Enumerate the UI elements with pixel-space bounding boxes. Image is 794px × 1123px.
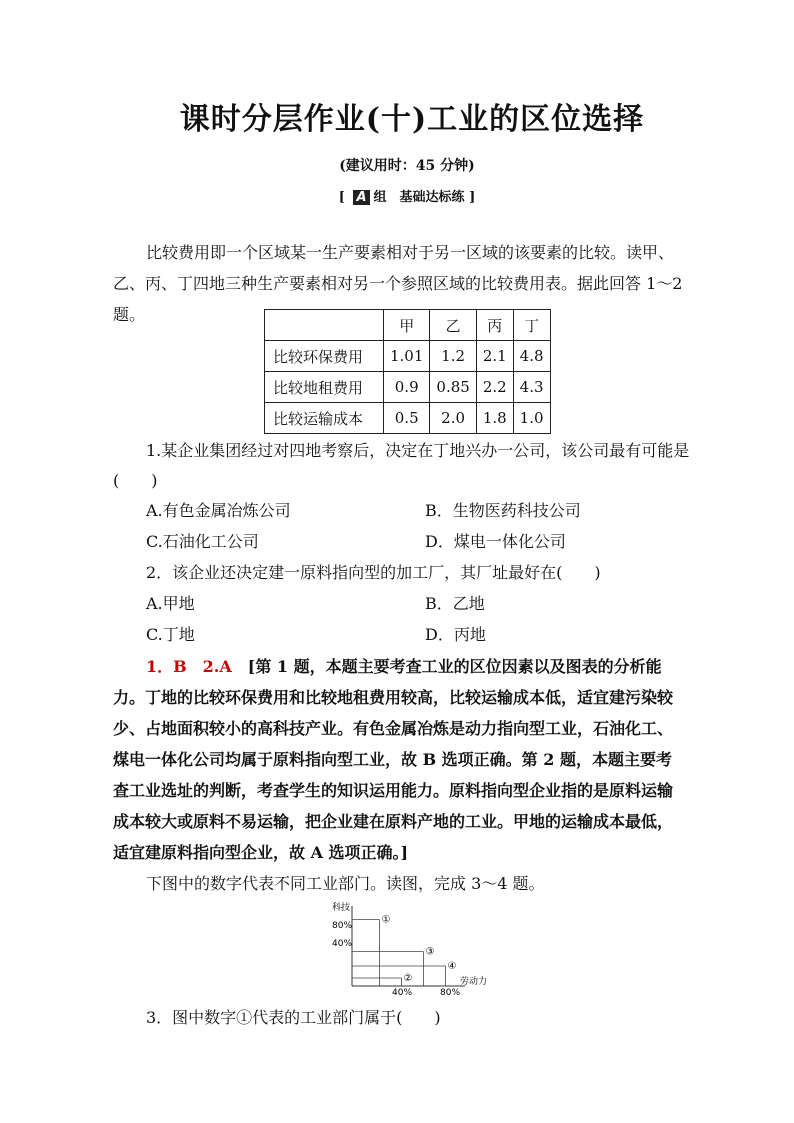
table-cell: 1.2 — [430, 341, 476, 372]
answer-explanation — [113, 651, 685, 868]
point-label: ④ — [447, 961, 457, 972]
question-2-stem: 2．该企业还决定建一原料指向型的加工厂，其厂址最好在( ) — [146, 563, 601, 582]
y-tick-label: 80% — [332, 921, 353, 931]
table-cell: 1.01 — [384, 341, 430, 372]
answer-text: [第 1 题，本题主要考查工业的区位因素以及图表的分析能力。丁地的比较环保费用和比较地租费用较高，比较运输成本低，适宜建污染较少、占地面积较小的高科技产业。有色金属冶炼是动力指向型工业，石油化工、煤电一体化公司均属于原料指向型工业，故 B 选项正确。第 2 题，本题主要考查工业选址的判断，考查学生的知识运用能力。原料指向型企业指的是原料运输成本较大或原料不易运输，把企业建在原料产地的工业。甲地的运输成本最低，适宜建原料指向型企业，故 A 选项正确。] — [113, 657, 674, 862]
point-label: ② — [403, 973, 413, 984]
table-header-cell: 乙 — [430, 310, 476, 341]
group-bracket-close: ] — [469, 190, 476, 205]
group-bracket-open: [ — [338, 190, 345, 205]
table-row — [265, 403, 551, 434]
question-1-paren: ( ) — [113, 471, 158, 490]
table-cell: 2.2 — [476, 372, 513, 403]
question-1-option-d: D．煤电一体化公司 — [425, 532, 566, 551]
table-header-cell: 丁 — [513, 310, 550, 341]
table-header-row — [265, 310, 551, 341]
page-title: 课时分层作业(十)工业的区位选择 — [179, 102, 645, 137]
cost-table — [264, 309, 551, 434]
group-label-text: 组 基础达标练 — [373, 190, 465, 205]
table-cell: 1.0 — [513, 403, 550, 434]
table-header-cell: 甲 — [384, 310, 430, 341]
table-cell: 0.5 — [384, 403, 430, 434]
question-2-option-d: D．丙地 — [425, 625, 486, 644]
suggested-time: (建议用时：45 分钟) — [339, 158, 475, 174]
table-cell: 0.85 — [430, 372, 476, 403]
group-letter-badge: A — [353, 190, 369, 205]
question-2-option-a: A.甲地 — [146, 594, 195, 613]
answer-key: 1．B 2.A — [146, 657, 232, 676]
question-1-stem: 1.某企业集团经过对四地考察后，决定在丁地兴办一公司，该公司最有可能是 — [146, 441, 690, 460]
table-cell: 1.8 — [476, 403, 513, 434]
x-axis-label: 劳动力 — [460, 977, 488, 987]
question-1-option-c: C.石油化工公司 — [146, 532, 259, 551]
table-header-cell — [265, 310, 384, 341]
table-cell: 2.0 — [430, 403, 476, 434]
y-tick-label: 40% — [332, 939, 353, 949]
y-axis-label: 科技 — [332, 903, 351, 913]
x-tick-label: 80% — [440, 988, 461, 998]
industry-factor-figure — [330, 898, 500, 998]
table-cell: 0.9 — [384, 372, 430, 403]
table-row-header: 比较环保费用 — [265, 341, 384, 372]
intro-paragraph: 比较费用即一个区域某一生产要素相对于另一区域的该要素的比较。读甲、乙、丙、丁四地三种生产要素相对另一个参照区域的比较费用表。据此回答 1～2 题。 — [113, 243, 683, 324]
question-3-stem: 3．图中数字①代表的工业部门属于( ) — [146, 1008, 441, 1027]
figure-intro: 下图中的数字代表不同工业部门。读图，完成 3～4 题。 — [146, 874, 545, 893]
question-1-option-a: A.有色金属冶炼公司 — [146, 501, 291, 520]
table-row-header: 比较运输成本 — [265, 403, 384, 434]
x-tick-label: 40% — [392, 988, 413, 998]
question-2-option-b: B．乙地 — [425, 594, 485, 613]
table-row — [265, 341, 551, 372]
question-1-option-b: B．生物医药科技公司 — [425, 501, 581, 520]
table-cell: 4.8 — [513, 341, 550, 372]
group-label — [0, 186, 794, 205]
table-row-header: 比较地租费用 — [265, 372, 384, 403]
question-2-option-c: C.丁地 — [146, 625, 195, 644]
point-label: ③ — [425, 946, 435, 958]
table-cell: 4.3 — [513, 372, 550, 403]
table-header-cell: 丙 — [476, 310, 513, 341]
table-cell: 2.1 — [476, 341, 513, 372]
point-label: ① — [381, 914, 391, 926]
table-row — [265, 372, 551, 403]
